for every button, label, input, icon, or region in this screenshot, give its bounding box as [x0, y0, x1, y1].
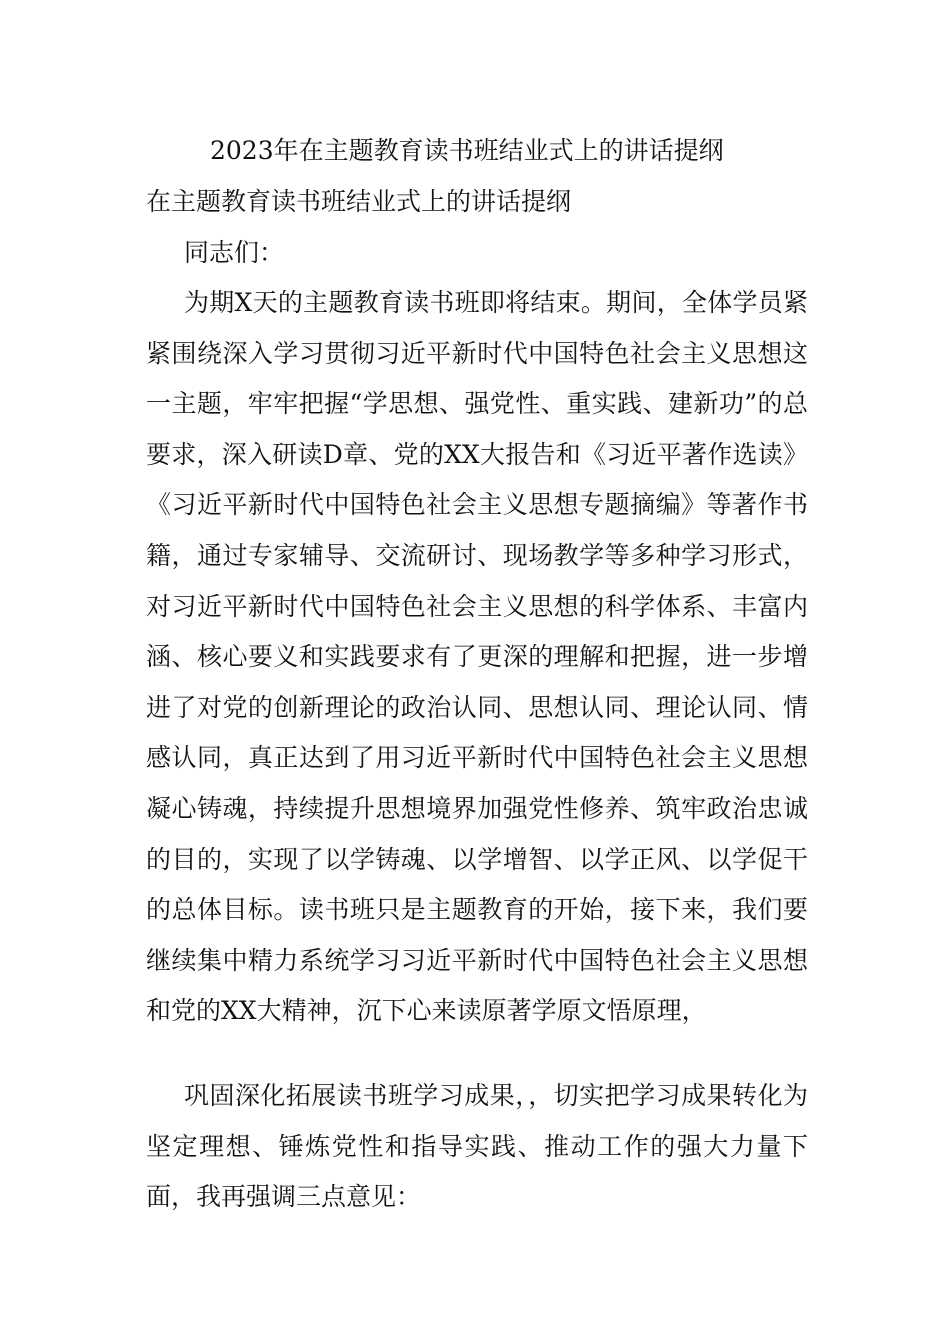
- salutation: 同志们：: [184, 238, 285, 267]
- document-title: 2023年在主题教育读书班结业式上的讲话提纲: [210, 136, 724, 165]
- paragraph: 为期X天的主题教育读书班即将结束。期间，全体学员紧紧围绕深入学习贯彻习近平新时代中国特色社会主义思想这一主题，牢牢把握“学思想、强党性、重实践、建新功”的总要求，深入研读D章、党的XX大报告和《习近平著作选读》《习近平新时代中国特色社会主义思想专题摘编》等著作书籍，通过专家辅导、交流研讨、现场教学等多种学习形式，对习近平新时代中国特色社会主义思想的科学体系、丰富内涵、核心要义和实践要求有了更深的理解和把握，进一步增进了对党的创新理论的政治认同、思想认同、理论认同、情感认同，真正达到了用习近平新时代中国特色社会主义思想凝心铸魂，持续提升思想境界加强党性修养、筑牢政治忠诚的目的，实现了以学铸魂、以学增智、以学正风、以学促干的总体目标。读书班只是主题教育的开始，接下来，我们要继续集中精力系统学习习近平新时代中国特色社会主义思想和党的XX大精神，沉下心来读原著学原文悟原理，: [146, 288, 808, 1026]
- paragraph: 巩固深化拓展读书班学习成果，，切实把学习成果转化为坚定理想、锤炼党性和指导实践、推动工作的强大力量下面，我再强调三点意见：: [146, 1081, 808, 1212]
- document-subtitle: 在主题教育读书班结业式上的讲话提纲: [146, 187, 572, 216]
